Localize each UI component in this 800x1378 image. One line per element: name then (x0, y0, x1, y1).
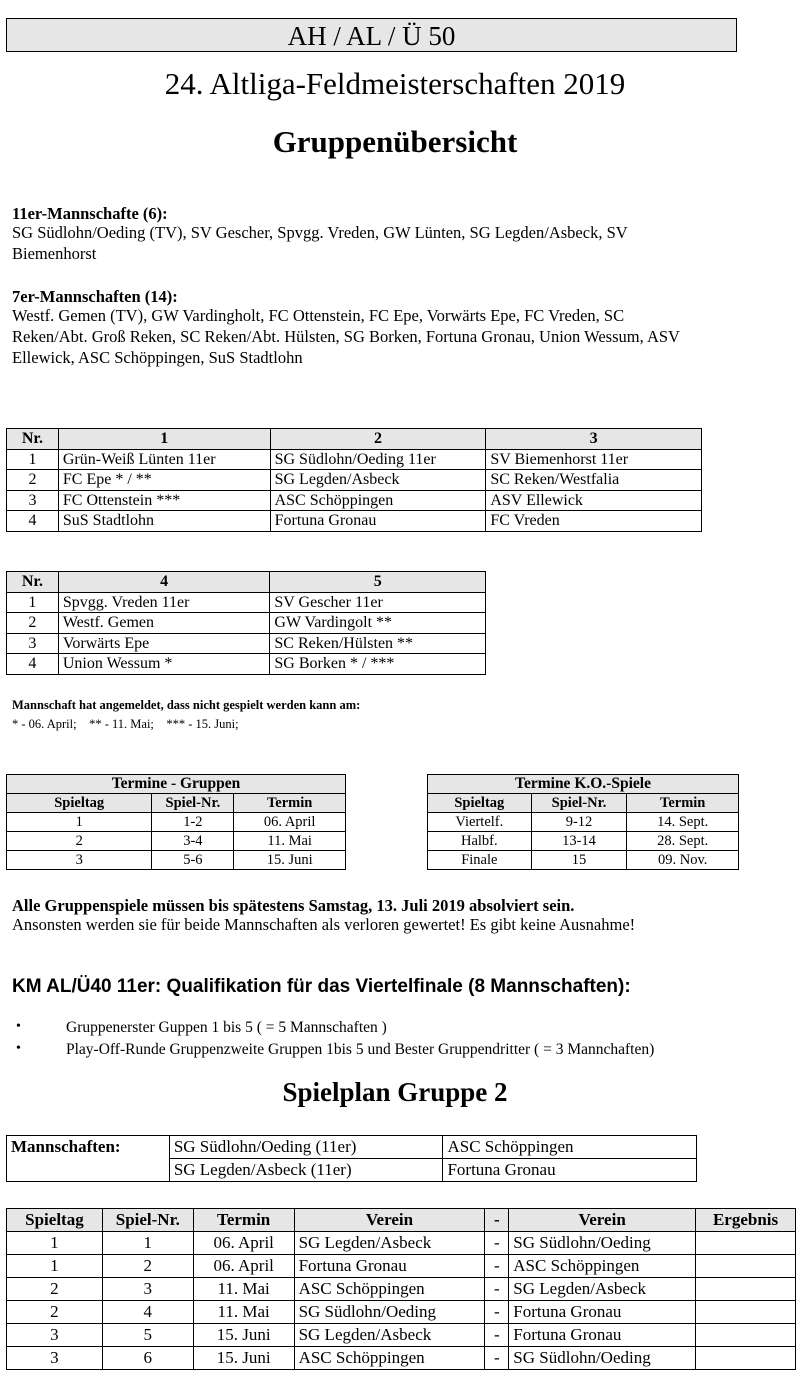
qualification-item: Gruppenerster Guppen 1 bis 5 ( = 5 Mannschaften ) (66, 1019, 387, 1036)
table-header-row (7, 794, 346, 813)
table-cell: 06. April (234, 813, 346, 832)
table-row (7, 511, 702, 532)
column-header: Spiel-Nr. (102, 1209, 193, 1232)
table-cell: 2 (102, 1255, 193, 1278)
table-cell: 2 (7, 1278, 103, 1301)
groups-table-1-3 (6, 428, 702, 532)
table-cell: 1-2 (152, 813, 234, 832)
table-cell: 15. Juni (193, 1324, 294, 1347)
table-cell: 13-14 (531, 832, 627, 851)
table-cell: 2 (7, 1301, 103, 1324)
table-cell: 15. Juni (234, 851, 346, 870)
table-cell: 28. Sept. (627, 832, 739, 851)
table-cell: Fortuna Gronau (509, 1301, 696, 1324)
table-cell: - (485, 1301, 509, 1324)
table-row (7, 1232, 796, 1255)
table-cell: SV Biemenhorst 11er (486, 449, 702, 470)
table-cell: 3 (7, 1347, 103, 1370)
schedule-groups-title: Termine - Gruppen (7, 775, 346, 794)
table-cell: 3-4 (152, 832, 234, 851)
column-header: Nr. (7, 429, 59, 450)
table-header-row (7, 572, 486, 593)
teams7-line-3: Ellewick, ASC Schöppingen, SuS Stadtlohn (12, 348, 303, 367)
column-header: Ergebnis (696, 1209, 796, 1232)
table-cell: 2 (7, 613, 59, 634)
table-cell: Fortuna Gronau (294, 1255, 485, 1278)
table-cell: 15. Juni (193, 1347, 294, 1370)
table-row (7, 1301, 796, 1324)
table-row (7, 470, 702, 491)
bullet-icon: • (16, 1041, 21, 1056)
teams11-heading: 11er-Mannschafte (6): (12, 204, 168, 223)
table-cell: ASC Schöppingen (443, 1136, 697, 1159)
table-cell: 5-6 (152, 851, 234, 870)
page-title: Gruppenübersicht (272, 124, 518, 159)
schedule-ko-table (427, 774, 739, 870)
table-cell: SG Südlohn/Oeding 11er (270, 449, 486, 470)
column-header: Verein (509, 1209, 696, 1232)
table-cell: SG Borken * / *** (270, 654, 486, 675)
table-cell: 15 (531, 851, 627, 870)
column-header: Spieltag (7, 794, 152, 813)
table-cell: SC Reken/Westfalia (486, 470, 702, 491)
table-cell: 11. Mai (234, 832, 346, 851)
column-header: Termin (234, 794, 346, 813)
absence-details: * - 06. April; ** - 11. Mai; *** - 15. Juni; (12, 717, 239, 731)
table-cell: SG Südlohn/Oeding (509, 1232, 696, 1255)
table-row (7, 449, 702, 470)
table-cell: SG Südlohn/Oeding (11er) (169, 1136, 443, 1159)
column-header: 3 (486, 429, 702, 450)
deadline-text: Ansonsten werden sie für beide Mannschaften als verloren gewertet! Es gibt keine Ausnahme! (12, 915, 636, 934)
result-cell (696, 1232, 796, 1255)
column-header: - (485, 1209, 509, 1232)
result-cell (696, 1301, 796, 1324)
column-header: 4 (58, 572, 270, 593)
column-header: Spieltag (7, 1209, 103, 1232)
table-cell: Vorwärts Epe (58, 633, 270, 654)
category-banner: AH / AL / Ü 50 (6, 18, 737, 52)
table-row (7, 613, 486, 634)
table-title-row (7, 775, 346, 794)
table-cell: FC Ottenstein *** (58, 490, 270, 511)
qualification-item: Play-Off-Runde Gruppenzweite Gruppen 1bis 5 und Bester Gruppendritter ( = 3 Mannchaften) (66, 1041, 655, 1058)
table-cell: 1 (7, 1232, 103, 1255)
table-cell: Fortuna Gronau (509, 1324, 696, 1347)
result-cell (696, 1278, 796, 1301)
table-cell: 1 (7, 1255, 103, 1278)
table-row (7, 832, 346, 851)
table-row (7, 813, 346, 832)
column-header: Spiel-Nr. (152, 794, 234, 813)
column-header: Spiel-Nr. (531, 794, 627, 813)
table-title-row (428, 775, 739, 794)
table-cell: 1 (7, 592, 59, 613)
table-cell: 4 (7, 511, 59, 532)
table-cell: SC Reken/Hülsten ** (270, 633, 486, 654)
table-cell: 06. April (193, 1255, 294, 1278)
table-cell: - (485, 1255, 509, 1278)
table-cell: ASV Ellewick (486, 490, 702, 511)
table-cell: SG Südlohn/Oeding (509, 1347, 696, 1370)
table-cell: Viertelf. (428, 813, 532, 832)
bullet-icon: • (16, 1019, 21, 1034)
table-cell: 4 (102, 1301, 193, 1324)
table-cell: GW Vardingolt ** (270, 613, 486, 634)
teams7-line-2: Reken/Abt. Groß Reken, SC Reken/Abt. Hülsten, SG Borken, Fortuna Gronau, Union Wessum, ASV (12, 327, 680, 346)
table-row (7, 633, 486, 654)
table-cell: 3 (7, 1324, 103, 1347)
column-header: Nr. (7, 572, 59, 593)
table-cell: 14. Sept. (627, 813, 739, 832)
table-cell: SG Legden/Asbeck (509, 1278, 696, 1301)
table-cell: SG Legden/Asbeck (294, 1232, 485, 1255)
table-cell: 3 (7, 490, 59, 511)
deadline-bold: Alle Gruppenspiele müssen bis spätestens Samstag, 13. Juli 2019 absolviert sein. (12, 896, 575, 915)
table-cell: Finale (428, 851, 532, 870)
table-cell: 4 (7, 654, 59, 675)
table-cell: 6 (102, 1347, 193, 1370)
teams11-line-1: SG Südlohn/Oeding (TV), SV Gescher, Spvgg. Vreden, GW Lünten, SG Legden/Asbeck, SV (12, 223, 628, 242)
column-header: Spieltag (428, 794, 532, 813)
table-cell: 06. April (193, 1232, 294, 1255)
table-row (428, 813, 739, 832)
table-header-row (428, 794, 739, 813)
table-cell: Grün-Weiß Lünten 11er (58, 449, 270, 470)
groups-table-4-5 (6, 571, 486, 675)
table-row (7, 1255, 796, 1278)
table-row (7, 592, 486, 613)
schedule-ko-title: Termine K.O.-Spiele (428, 775, 739, 794)
table-cell: SG Legden/Asbeck (294, 1324, 485, 1347)
spielplan-title: Spielplan Gruppe 2 (282, 1077, 508, 1107)
column-header: 5 (270, 572, 486, 593)
table-cell: ASC Schöppingen (294, 1278, 485, 1301)
table-cell: 1 (7, 813, 152, 832)
table-cell: SuS Stadtlohn (58, 511, 270, 532)
table-cell: ASC Schöppingen (270, 490, 486, 511)
table-row (7, 1347, 796, 1370)
table-cell: ASC Schöppingen (294, 1347, 485, 1370)
column-header: Termin (627, 794, 739, 813)
table-cell: 2 (7, 470, 59, 491)
table-cell: 11. Mai (193, 1278, 294, 1301)
table-cell: SG Legden/Asbeck (11er) (169, 1159, 443, 1182)
absence-heading: Mannschaft hat angemeldet, dass nicht gespielt werden kann am: (12, 698, 361, 712)
column-header: 1 (58, 429, 270, 450)
table-header-row (7, 1209, 796, 1232)
table-row (7, 1324, 796, 1347)
table-cell: Union Wessum * (58, 654, 270, 675)
table-row (7, 654, 486, 675)
table-cell: Fortuna Gronau (270, 511, 486, 532)
teams-label: Mannschaften: (7, 1136, 170, 1182)
schedule-groups-table (6, 774, 346, 870)
table-row (7, 490, 702, 511)
table-cell: 1 (102, 1232, 193, 1255)
table-cell: Westf. Gemen (58, 613, 270, 634)
event-title: 24. Altliga-Feldmeisterschaften 2019 (164, 66, 626, 101)
table-cell: 09. Nov. (627, 851, 739, 870)
table-cell: - (485, 1324, 509, 1347)
spielplan-teams-table (6, 1135, 697, 1182)
table-cell: 3 (7, 851, 152, 870)
table-row (428, 832, 739, 851)
spielplan-table (6, 1208, 796, 1370)
result-cell (696, 1324, 796, 1347)
table-row (7, 1278, 796, 1301)
table-header-row (7, 429, 702, 450)
table-cell: ASC Schöppingen (509, 1255, 696, 1278)
table-cell: - (485, 1232, 509, 1255)
table-cell: FC Epe * / ** (58, 470, 270, 491)
table-cell: Spvgg. Vreden 11er (58, 592, 270, 613)
table-row (428, 851, 739, 870)
table-cell: 3 (7, 633, 59, 654)
teams7-line-1: Westf. Gemen (TV), GW Vardingholt, FC Ottenstein, FC Epe, Vorwärts Epe, FC Vreden, SC (12, 306, 625, 325)
teams7-heading: 7er-Mannschaften (14): (12, 287, 178, 306)
table-cell: Halbf. (428, 832, 532, 851)
result-cell (696, 1347, 796, 1370)
table-row (7, 1136, 697, 1159)
table-cell: - (485, 1347, 509, 1370)
table-cell: 1 (7, 449, 59, 470)
column-header: Termin (193, 1209, 294, 1232)
table-cell: 11. Mai (193, 1301, 294, 1324)
qualification-title: KM AL/Ü40 11er: Qualifikation für das Viertelfinale (8 Mannschaften): (12, 976, 631, 997)
table-cell: SG Südlohn/Oeding (294, 1301, 485, 1324)
result-cell (696, 1255, 796, 1278)
table-cell: FC Vreden (486, 511, 702, 532)
table-cell: 9-12 (531, 813, 627, 832)
table-cell: 2 (7, 832, 152, 851)
table-row (7, 851, 346, 870)
table-cell: - (485, 1278, 509, 1301)
table-cell: 3 (102, 1278, 193, 1301)
column-header: Verein (294, 1209, 485, 1232)
table-cell: SV Gescher 11er (270, 592, 486, 613)
table-cell: 5 (102, 1324, 193, 1347)
column-header: 2 (270, 429, 486, 450)
table-cell: SG Legden/Asbeck (270, 470, 486, 491)
table-cell: Fortuna Gronau (443, 1159, 697, 1182)
teams11-line-2: Biemenhorst (12, 244, 97, 263)
